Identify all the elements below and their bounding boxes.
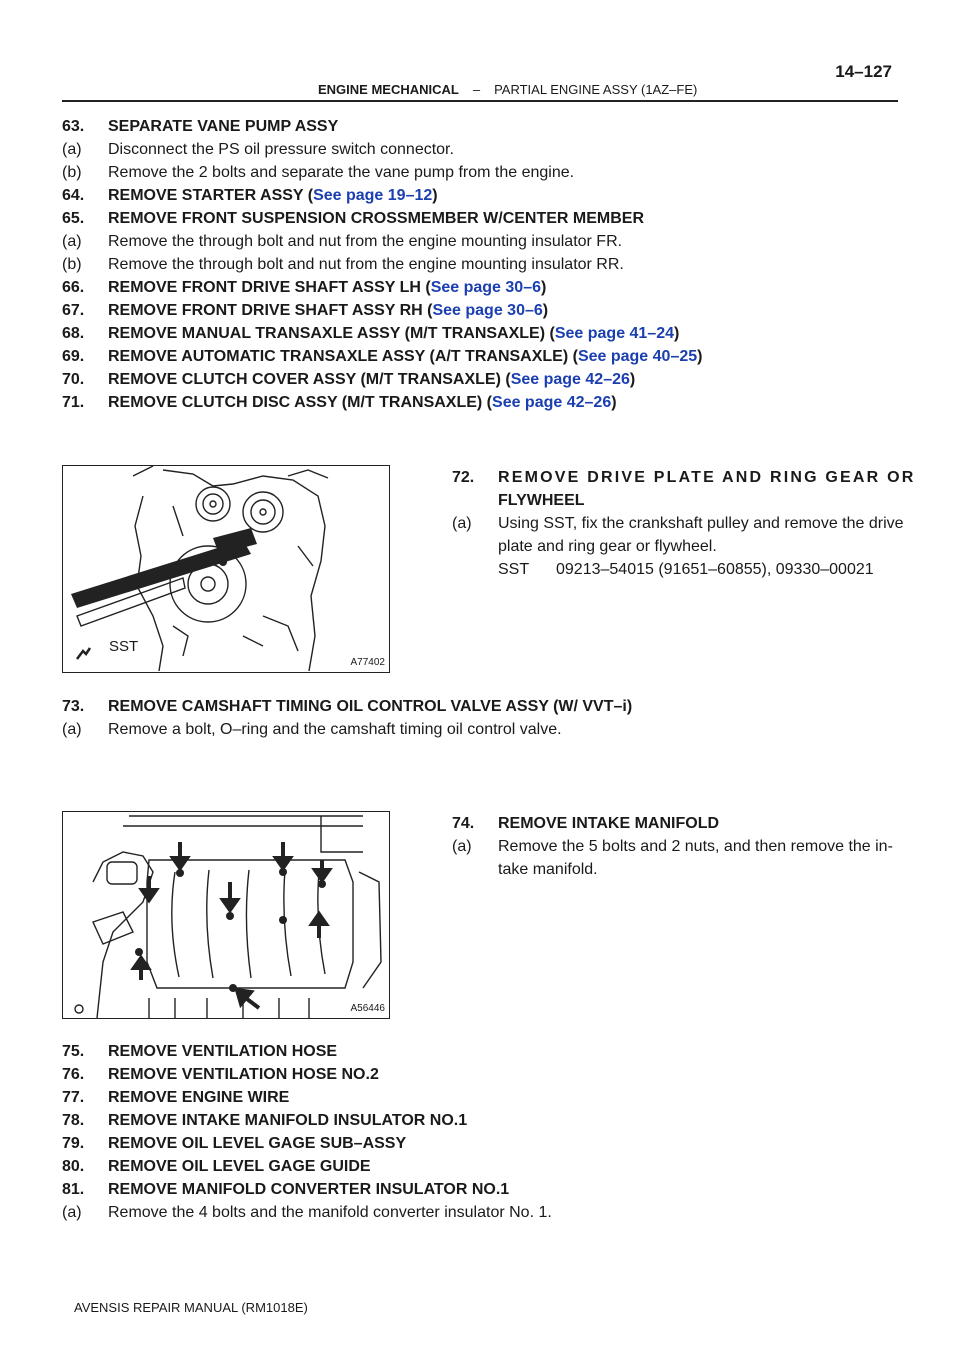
page-number: 14–127 (835, 62, 892, 81)
step-68: 68. REMOVE MANUAL TRANSAXLE ASSY (M/T TRANSAXLE) (See page 41–24) (62, 325, 680, 342)
footer-manual-name: AVENSIS REPAIR MANUAL (RM1018E) (74, 1300, 308, 1315)
step-69: 69. REMOVE AUTOMATIC TRANSAXLE ASSY (A/T TRANSAXLE) (See page 40–25) (62, 348, 703, 365)
link-see-page-40-25[interactable]: See page 40–25 (577, 348, 698, 365)
link-see-page-41-24[interactable]: See page 41–24 (554, 325, 675, 342)
step-74: 74. REMOVE INTAKE MANIFOLD (452, 815, 720, 832)
step-74a: (a) Remove the 5 bolts and 2 nuts, and then remove the in- (452, 838, 893, 855)
link-see-page-42-26-disc[interactable]: See page 42–26 (492, 394, 612, 411)
step-65b: (b) Remove the through bolt and nut from the engine mounting insulator RR. (62, 256, 624, 273)
header-title (318, 82, 697, 97)
step-63: 63. SEPARATE VANE PUMP ASSY (62, 118, 339, 135)
step-63a: (a) Disconnect the PS oil pressure switch connector. (62, 141, 454, 158)
step-74a-cont: take manifold. (498, 861, 598, 878)
figure-mark-icon (77, 648, 90, 659)
figure-crankshaft-sst (62, 465, 390, 673)
step-73: 73. REMOVE CAMSHAFT TIMING OIL CONTROL VALVE ASSY (W/ VVT–i) (62, 698, 633, 715)
step-75: 75. REMOVE VENTILATION HOSE (62, 1043, 338, 1060)
step-70: 70. REMOVE CLUTCH COVER ASSY (M/T TRANSAXLE) (See page 42–26) (62, 371, 636, 388)
step-65: 65. REMOVE FRONT SUSPENSION CROSSMEMBER W/CENTER MEMBER (62, 210, 645, 227)
step-67: 67. REMOVE FRONT DRIVE SHAFT ASSY RH (See page 30–6) (62, 302, 549, 319)
step-63b: (b) Remove the 2 bolts and separate the vane pump from the engine. (62, 164, 575, 181)
step-72-sst: SST 09213–54015 (91651–60855), 09330–00021 (498, 561, 874, 578)
step-66: 66. REMOVE FRONT DRIVE SHAFT ASSY LH (See page 30–6) (62, 279, 547, 296)
step-81a: (a) Remove the 4 bolts and the manifold converter insulator No. 1. (62, 1204, 552, 1221)
step-76: 76. REMOVE VENTILATION HOSE NO.2 (62, 1066, 379, 1083)
bolt-arrow-icons (134, 842, 329, 1008)
link-see-page-30-6-rh[interactable]: See page 30–6 (432, 302, 543, 319)
header-separator: – (472, 82, 481, 97)
step-77: 77. REMOVE ENGINE WIRE (62, 1089, 290, 1106)
figure-mark-icon (75, 1005, 83, 1013)
header-rule (62, 100, 898, 102)
figure-id: A77402 (350, 657, 385, 668)
step-73a: (a) Remove a bolt, O–ring and the camshaft timing oil control valve. (62, 721, 562, 738)
link-see-page-42-26-cover[interactable]: See page 42–26 (510, 371, 630, 388)
step-78: 78. REMOVE INTAKE MANIFOLD INSULATOR NO.1 (62, 1112, 468, 1129)
intake-manifold-illustration (63, 812, 389, 1018)
step-71: 71. REMOVE CLUTCH DISC ASSY (M/T TRANSAXLE) (See page 42–26) (62, 394, 617, 411)
step-72-title-cont: FLYWHEEL (498, 492, 585, 509)
step-72: 72. REMOVE DRIVE PLATE AND RING GEAR OR (452, 469, 916, 486)
step-72a-cont: plate and ring gear or flywheel. (498, 538, 717, 555)
figure-label-sst: SST (109, 638, 139, 655)
figure-intake-manifold (62, 811, 390, 1019)
step-65a: (a) Remove the through bolt and nut from the engine mounting insulator FR. (62, 233, 623, 250)
step-81: 81. REMOVE MANIFOLD CONVERTER INSULATOR NO.1 (62, 1181, 510, 1198)
link-see-page-19-12[interactable]: See page 19–12 (313, 187, 433, 204)
figure-id: A56446 (350, 1003, 385, 1014)
step-79: 79. REMOVE OIL LEVEL GAGE SUB–ASSY (62, 1135, 407, 1152)
header-section: ENGINE MECHANICAL (318, 82, 459, 97)
step-72a: (a) Using SST, fix the crankshaft pulley and remove the drive (452, 515, 904, 532)
step-80: 80. REMOVE OIL LEVEL GAGE GUIDE (62, 1158, 371, 1175)
step-64: 64. REMOVE STARTER ASSY (See page 19–12) (62, 187, 438, 204)
link-see-page-30-6-lh[interactable]: See page 30–6 (430, 279, 541, 296)
header-subsection: PARTIAL ENGINE ASSY (1AZ–FE) (494, 82, 698, 97)
